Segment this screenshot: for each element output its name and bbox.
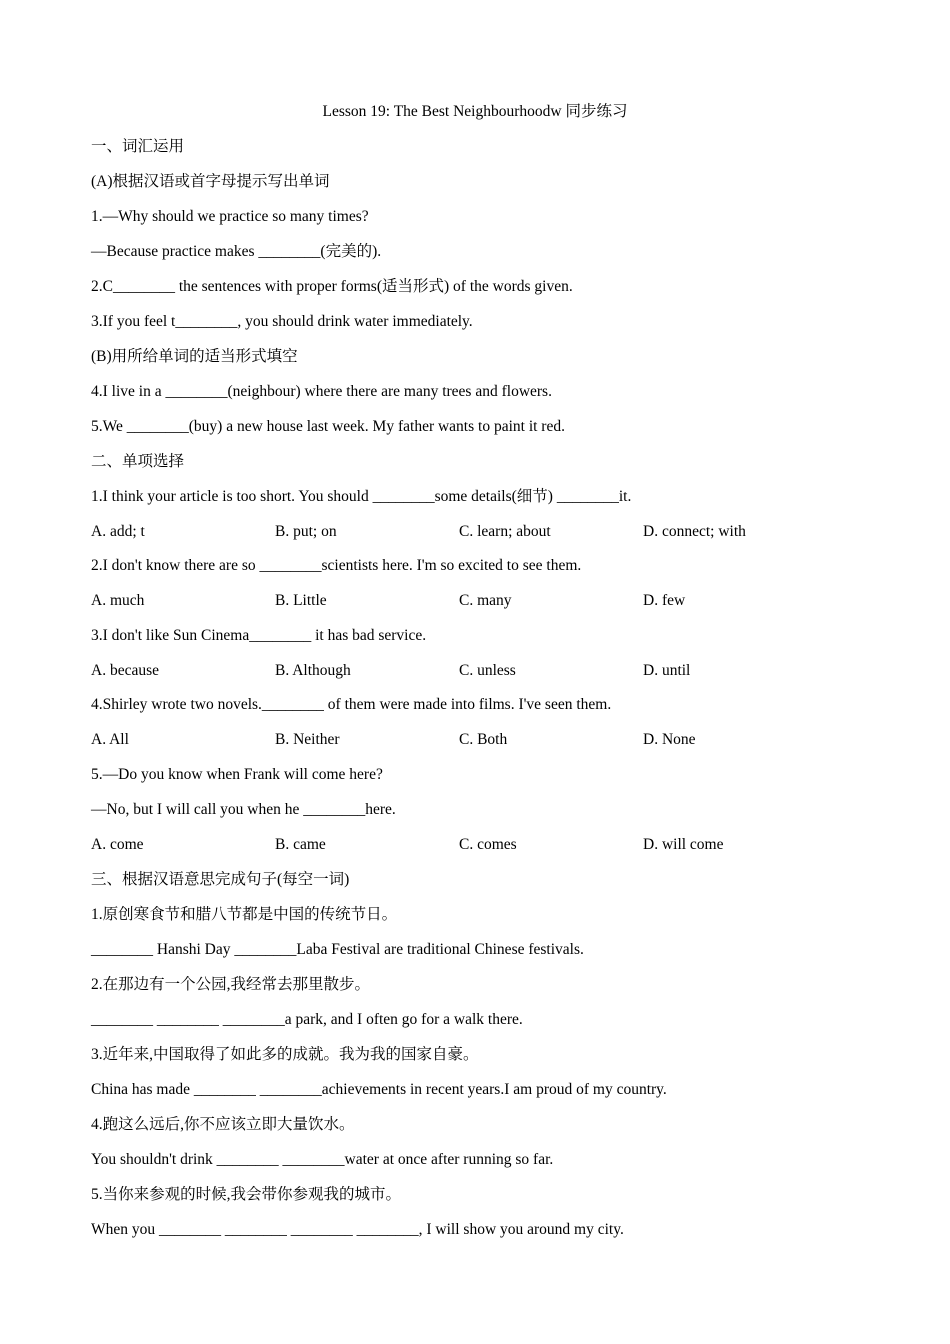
- vocab-q1-answer: —Because practice makes ________(完美的).: [91, 243, 382, 260]
- section3-heading: 三、根据汉语意思完成句子(每空一词): [91, 871, 350, 888]
- mc-q2-option-b: B. Little: [275, 592, 327, 609]
- mc-q3-option-d: D. until: [643, 662, 691, 679]
- section1-heading: 一、词汇运用: [91, 138, 185, 155]
- sentence-q5-english: When you ________ ________ ________ ________, I will show you around my city.: [91, 1221, 624, 1238]
- mc-q3-option-a: A. because: [91, 662, 159, 679]
- mc-q3-stem: 3.I don't like Sun Cinema________ it has bad service.: [91, 627, 427, 644]
- sentence-q4-english: You shouldn't drink ________ ________water at once after running so far.: [91, 1151, 554, 1168]
- mc-q3-option-c: C. unless: [459, 662, 516, 679]
- mc-q2-option-a: A. much: [91, 592, 145, 609]
- sentence-q4-chinese: 4.跑这么远后,你不应该立即大量饮水。: [91, 1116, 355, 1133]
- sentence-q5-chinese: 5.当你来参观的时候,我会带你参观我的城市。: [91, 1186, 402, 1203]
- sentence-q3-chinese: 3.近年来,中国取得了如此多的成就。我为我的国家自豪。: [91, 1046, 479, 1063]
- mc-q2-stem: 2.I don't know there are so ________scientists here. I'm so excited to see them.: [91, 557, 582, 574]
- mc-q4-option-b: B. Neither: [275, 731, 340, 748]
- sentence-q2-chinese: 2.在那边有一个公园,我经常去那里散步。: [91, 976, 371, 993]
- mc-q5-stem-answer: —No, but I will call you when he ________here.: [91, 801, 396, 818]
- mc-q1-option-d: D. connect; with: [643, 523, 746, 540]
- sentence-q1-chinese: 1.原创寒食节和腊八节都是中国的传统节日。: [91, 906, 398, 923]
- mc-q1-option-b: B. put; on: [275, 523, 337, 540]
- vocab-q1-question: 1.—Why should we practice so many times?: [91, 208, 369, 225]
- mc-q4-option-d: D. None: [643, 731, 696, 748]
- mc-q5-stem-question: 5.—Do you know when Frank will come here?: [91, 766, 383, 783]
- vocab-q2: 2.C________ the sentences with proper forms(适当形式) of the words given.: [91, 278, 573, 295]
- mc-q1-option-c: C. learn; about: [459, 523, 551, 540]
- partA-heading: (A)根据汉语或首字母提示写出单词: [91, 173, 330, 190]
- vocab-q4: 4.I live in a ________(neighbour) where there are many trees and flowers.: [91, 383, 552, 400]
- mc-q1-option-a: A. add; t: [91, 523, 145, 540]
- mc-q3-option-b: B. Although: [275, 662, 351, 679]
- sentence-q1-english: ________ Hanshi Day ________Laba Festival are traditional Chinese festivals.: [91, 941, 584, 958]
- mc-q5-option-d: D. will come: [643, 836, 724, 853]
- mc-q1-stem: 1.I think your article is too short. You should ________some details(细节) ________it.: [91, 488, 632, 505]
- partB-heading: (B)用所给单词的适当形式填空: [91, 348, 298, 365]
- vocab-q3: 3.If you feel t________, you should drink water immediately.: [91, 313, 473, 330]
- mc-q4-option-c: C. Both: [459, 731, 508, 748]
- mc-q4-stem: 4.Shirley wrote two novels.________ of them were made into films. I've seen them.: [91, 696, 612, 713]
- mc-q5-option-a: A. come: [91, 836, 144, 853]
- mc-q4-option-a: A. All: [91, 731, 129, 748]
- page-title: Lesson 19: The Best Neighbourhoodw 同步练习: [322, 103, 628, 120]
- sentence-q3-english: China has made ________ ________achievements in recent years.I am proud of my country.: [91, 1081, 667, 1098]
- vocab-q5: 5.We ________(buy) a new house last week. My father wants to paint it red.: [91, 418, 565, 435]
- section2-heading: 二、单项选择: [91, 453, 185, 470]
- mc-q2-option-d: D. few: [643, 592, 686, 609]
- mc-q2-option-c: C. many: [459, 592, 512, 609]
- mc-q5-option-b: B. came: [275, 836, 326, 853]
- mc-q5-option-c: C. comes: [459, 836, 517, 853]
- sentence-q2-english: ________ ________ ________a park, and I often go for a walk there.: [91, 1011, 523, 1028]
